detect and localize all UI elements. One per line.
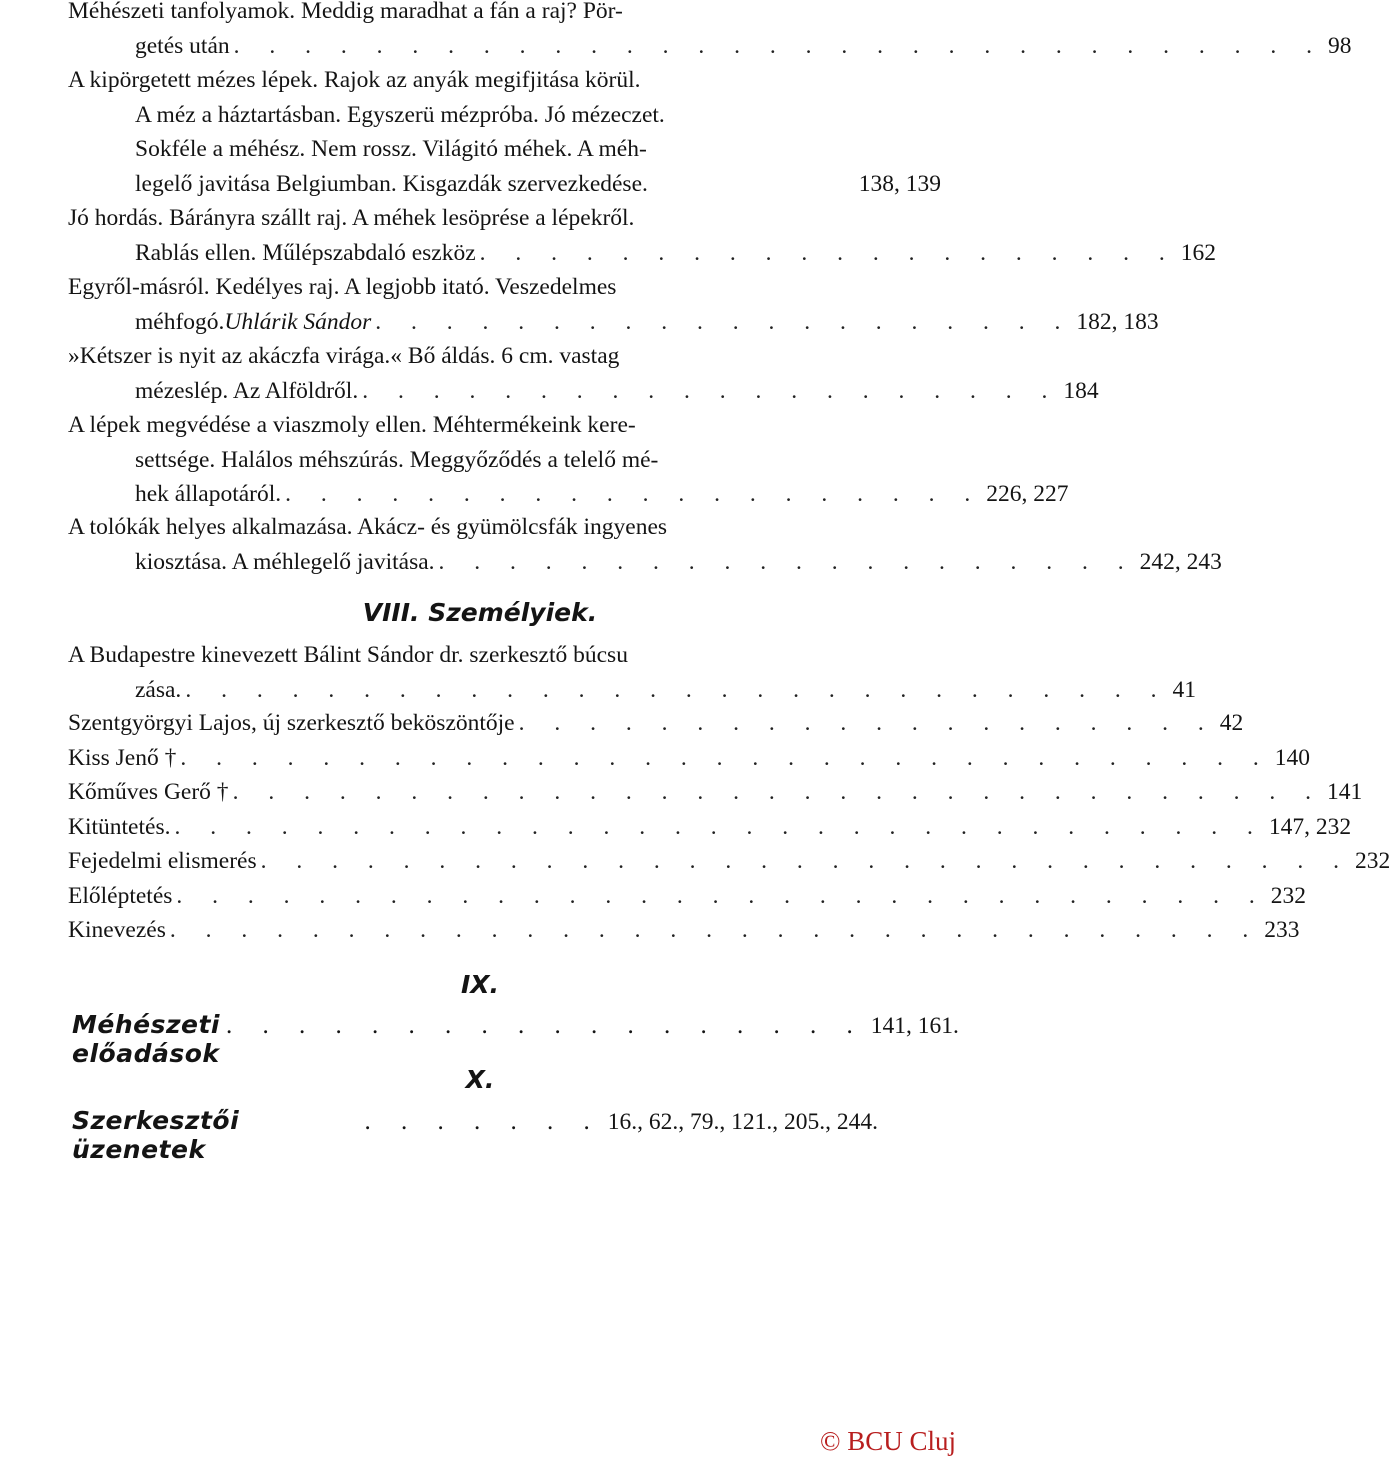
index-entry — [68, 270, 1159, 339]
page-number: 98 — [1328, 32, 1352, 59]
leader-dots: . . . . . . . . . . . . . . . . . . . . . . . . . . . . . . . — [232, 779, 1323, 805]
list-item — [68, 844, 1390, 879]
leader-dots: . . . . . . . . . . . . . . . . . . . . — [362, 377, 1060, 404]
page-number: 141 — [1326, 779, 1363, 805]
list-item — [68, 706, 1244, 741]
page-number: 138, 139 — [858, 170, 941, 197]
page-number: 232 — [1270, 882, 1307, 909]
page-number: 162 — [1180, 239, 1217, 266]
page-number: 232 — [1354, 848, 1390, 874]
entry-line — [68, 477, 1069, 512]
leader-dots: . . . . . . . . . . . . . . . . . . . . — [285, 481, 983, 507]
list-item — [68, 879, 1307, 914]
page-number: 140 — [1274, 744, 1310, 771]
entry-text: hek állapotáról. — [135, 481, 282, 507]
entry-line — [68, 167, 941, 202]
entry-line — [68, 374, 1099, 409]
library-watermark: © BCU Cluj — [819, 1426, 956, 1456]
index-entry — [68, 638, 1196, 707]
leader-dots: . . . . . . . . . . . . . . . . . . . . — [438, 548, 1136, 575]
index-entry — [68, 0, 1352, 63]
entry-line: Jó hordás. Bárányra szállt raj. A méhek lesöprése a lépekről. — [68, 205, 635, 231]
entry-text: Kiss Jenő † — [68, 744, 177, 771]
leader-dots: . . . . . . . . . . . . . . . . . . . . — [479, 239, 1177, 266]
leader-dots: . . . . . . . . . . . . . . . . . . — [226, 1012, 865, 1039]
entry-line: Egyről-másról. Kedélyes raj. A legjobb itató. Veszedelmes — [68, 274, 617, 300]
entry-line: A tolókák helyes alkalmazása. Akácz- és gyümölcsfák ingyenes — [68, 514, 668, 540]
page-number: 141, 161. — [870, 1013, 959, 1039]
section-heading: IX. — [460, 970, 500, 999]
entry-line — [68, 545, 1222, 580]
list-item — [68, 810, 1352, 845]
entry-line: settsége. Halálos méhszúrás. Meggyőződés a telelő mé- — [135, 446, 659, 473]
entry-line: A Budapestre kinevezett Bálint Sándor dr. szerkesztő búcsu — [68, 642, 628, 668]
author-name: Uhlárik Sándor — [224, 308, 372, 335]
entry-line: A kipörgetett mézes lépek. Rajok az anyák megifjitása körül. — [68, 67, 641, 93]
leader-dots: . . . . . . . . . . . . . . . . . . . . . . . . . . . . . . . — [169, 917, 1261, 943]
index-entry — [72, 1010, 959, 1068]
leader-dots: . . . . . . . . . . . . . . . . . . . . . . . . . . . . . . . — [176, 882, 1267, 909]
leader-dots: . . . . . . . . . . . . . . . . . . . . . . . . . . . . — [185, 676, 1169, 703]
leader-dots: . . . . . . . . . . . . . . . . . . . . . . . . . . . . . . . — [233, 32, 1324, 59]
entry-text: legelő javitása Belgiumban. Kisgazdák szervezkedése. — [135, 170, 648, 197]
page-number: 242, 243 — [1139, 548, 1222, 575]
entry-line: A lépek megvédése a viaszmoly ellen. Méhtermékeink kere- — [68, 412, 636, 438]
index-entry — [72, 1106, 878, 1164]
entry-text: méhfogó. — [135, 308, 225, 335]
leader-dots: . . . . . . . . . . . . . . . . . . . . . . . . . . . . . . . — [180, 744, 1271, 771]
page-number: 41 — [1172, 676, 1196, 703]
index-entry — [68, 201, 1217, 270]
page-number: 42 — [1219, 710, 1244, 736]
entry-text: Kőműves Gerő † — [68, 779, 229, 805]
leader-dots: . . . . . . . . . . . . . . . . . . . . — [375, 308, 1073, 335]
entry-line — [68, 29, 1352, 64]
page-number: 233 — [1264, 917, 1300, 943]
entry-text: kiosztása. A méhlegelő javitása. — [135, 548, 435, 575]
index-entry-list — [68, 706, 1390, 948]
index-entry — [68, 63, 941, 201]
entry-title: Szerkesztői üzenetek — [72, 1106, 240, 1164]
entry-text: Rablás ellen. Műlépszabdaló eszköz — [135, 239, 476, 266]
entry-text: Kinevezés — [68, 917, 166, 943]
entry-line: »Kétszer is nyit az akáczfa virága.« Bő áldás. 6 cm. vastag — [68, 343, 620, 369]
entry-text: Kitüntetés. — [68, 813, 171, 840]
list-item — [68, 775, 1363, 810]
index-entry — [68, 339, 1099, 408]
index-entry — [68, 510, 1222, 579]
entry-text: Előléptetés — [68, 882, 173, 909]
index-entry — [68, 408, 1069, 512]
entry-line — [68, 305, 1159, 340]
entry-text: Fejedelmi elismerés — [68, 848, 257, 874]
section-heading: X. — [465, 1065, 495, 1094]
leader-dots: . . . . . . . — [364, 1108, 602, 1135]
entry-title: Méhészeti előadások — [72, 1010, 220, 1068]
entry-line: Méhészeti tanfolyamok. Meddig maradhat a fán a raj? Pör- — [68, 0, 623, 24]
entry-line: A méz a háztartásban. Egyszerü mézpróba. Jó mézeczet. — [135, 101, 665, 128]
entry-line: Sokféle a méhész. Nem rossz. Világitó méhek. A méh- — [135, 136, 647, 162]
entry-line — [68, 236, 1217, 271]
entry-text: zása. — [135, 676, 182, 703]
leader-dots: . . . . . . . . . . . . . . . . . . . . — [518, 710, 1216, 736]
entry-text: mézeslép. Az Alföldről. — [135, 377, 359, 404]
page-number: 184 — [1063, 377, 1099, 404]
leader-dots: . . . . . . . . . . . . . . . . . . . . . . . . . . . . . . . — [260, 848, 1351, 874]
page-number: 147, 232 — [1268, 813, 1352, 840]
list-item — [68, 913, 1300, 948]
list-item — [68, 741, 1310, 776]
page-number: 226, 227 — [986, 481, 1069, 507]
section-heading: VIII. Személyiek. — [362, 598, 598, 627]
leader-dots: . . . . . . . . . . . . . . . . . . . . . . . . . . . . . . . — [174, 813, 1265, 840]
entry-text: getés után — [135, 32, 230, 59]
entry-text: Szentgyörgyi Lajos, új szerkesztő beköszöntője — [68, 710, 515, 736]
page-number: 16., 62., 79., 121., 205., 244. — [607, 1109, 878, 1135]
page-number: 182, 183 — [1076, 308, 1159, 335]
entry-line — [68, 673, 1196, 708]
